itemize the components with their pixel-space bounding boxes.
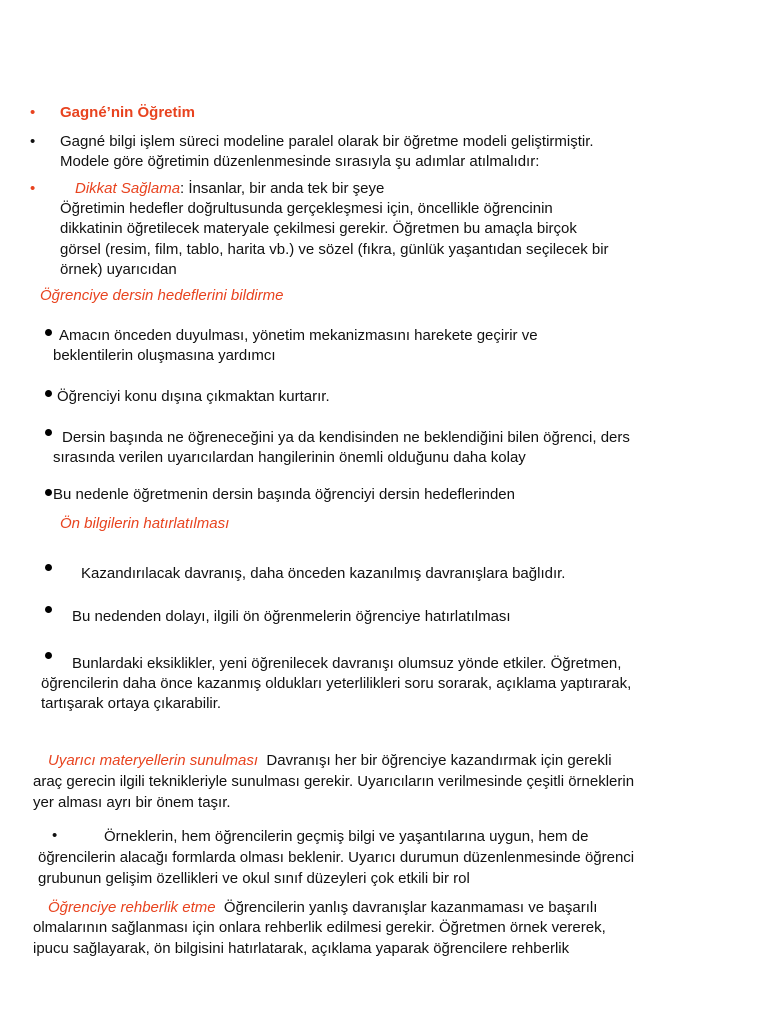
bullet-glyph: • <box>30 133 36 150</box>
bullet-glyph: • <box>30 104 36 121</box>
dikkat-heading: Dikkat Sağlama <box>75 180 181 197</box>
bullet-dot <box>45 390 52 397</box>
rehberlik-line: olmalarının sağlanması için onlara rehberlik edilmesi gerekir. Öğretmen örnek vererek, <box>33 919 606 936</box>
uyarici-bullet-line: Örneklerin, hem öğrencilerin geçmiş bilgi ve yaşantılarına uygun, hem de <box>104 828 589 845</box>
bullet-dot <box>45 652 52 659</box>
hedef-heading: Öğrenciye dersin hedeflerini bildirme <box>40 287 284 304</box>
uyarici-line: araç gerecin ilgili teknikleriyle sunulması gerekir. Uyarıcıların verilmesinde çeşitli örneklerin <box>33 773 635 790</box>
page-title: Gagné’nin Öğretim <box>60 104 196 121</box>
rehberlik-first-text: Öğrencilerin yanlış davranışlar kazanmaması ve başarılı <box>223 899 598 916</box>
onbilgi-item-line: Bu nedenden dolayı, ilgili ön öğrenmelerin öğrenciye hatırlatılması <box>72 608 511 625</box>
hedef-item-line: Bu nedenle öğretmenin dersin başında öğrenciyi dersin hedeflerinden <box>53 486 515 503</box>
onbilgi-item-line: Kazandırılacak davranış, daha önceden kazanılmış davranışlara bağlıdır. <box>81 565 566 582</box>
hedef-item-line: sırasında verilen uyarıcılardan hangilerinin önemli olduğunu daha kolay <box>53 449 526 466</box>
uyarici-bullet-line: grubunun gelişim özellikleri ve okul sınıf düzeyleri çok etkili bir rol <box>38 870 470 887</box>
dikkat-line: örnek) uyarıcıdan <box>60 261 177 278</box>
bullet-dot <box>45 564 52 571</box>
bullet-dot <box>45 489 52 496</box>
intro-line: Modele göre öğretimin düzenlenmesinde sırasıyla şu adımlar atılmalıdır: <box>60 153 540 170</box>
hedef-item-line: Amacın önceden duyulması, yönetim mekanizmasını harekete geçirir ve <box>59 327 538 344</box>
rehberlik-first-line <box>48 898 597 918</box>
uyarici-line: yer alması ayrı bir önem taşır. <box>33 794 231 811</box>
uyarici-first-text: Davranışı her bir öğrenciye kazandırmak için gerekli <box>266 752 612 769</box>
dikkat-line: görsel (resim, film, tablo, harita vb.) ve sözel (fıkra, günlük yaşantıdan seçilecek bir <box>60 241 609 258</box>
rehberlik-heading: Öğrenciye rehberlik etme <box>48 899 216 916</box>
hedef-item-line: beklentilerin oluşmasına yardımcı <box>53 347 276 364</box>
bullet-glyph: • <box>52 827 58 844</box>
bullet-dot <box>45 429 52 436</box>
onbilgi-item-line: tartışarak ortaya çıkarabilir. <box>41 695 222 712</box>
rehberlik-line: ipucu sağlayarak, ön bilgisini hatırlatarak, açıklama yaparak öğrencilere rehberlik <box>33 940 570 957</box>
uyarici-heading: Uyarıcı materyellerin sunulması <box>48 752 259 769</box>
onbilgi-item-line: öğrencilerin daha önce kazanmış oldukları yeterlilikleri soru sorarak, açıklama yaptırarak, <box>41 675 632 692</box>
uyarici-first-line <box>48 751 612 771</box>
bullet-dot <box>45 329 52 336</box>
dikkat-first-text: : İnsanlar, bir anda tek bir şeye <box>180 180 385 197</box>
dikkat-line: dikkatinin öğretilecek materyale çekilmesi gerekir. Öğretmen bu amaçla birçok <box>60 220 577 237</box>
hedef-item-line: Dersin başında ne öğreneceğini ya da kendisinden ne beklendiğini bilen öğrenci, ders <box>62 429 630 446</box>
dikkat-first-line <box>75 179 384 199</box>
dikkat-line: Öğretimin hedefler doğrultusunda gerçekleşmesi için, öncellikle öğrencinin <box>60 200 553 217</box>
onbilgi-item-line: Bunlardaki eksiklikler, yeni öğrenilecek davranışı olumsuz yönde etkiler. Öğretmen, <box>72 655 622 672</box>
intro-line: Gagné bilgi işlem süreci modeline paralel olarak bir öğretme modeli geliştirmiştir. <box>60 133 594 150</box>
onbilgi-heading: Ön bilgilerin hatırlatılması <box>60 515 230 532</box>
bullet-glyph: • <box>30 180 36 197</box>
bullet-dot <box>45 606 52 613</box>
uyarici-bullet-line: öğrencilerin alacağı formlarda olması beklenir. Uyarıcı durumun düzenlenmesinde öğrenci <box>38 849 635 866</box>
hedef-item-line: Öğrenciyi konu dışına çıkmaktan kurtarır. <box>57 388 330 405</box>
